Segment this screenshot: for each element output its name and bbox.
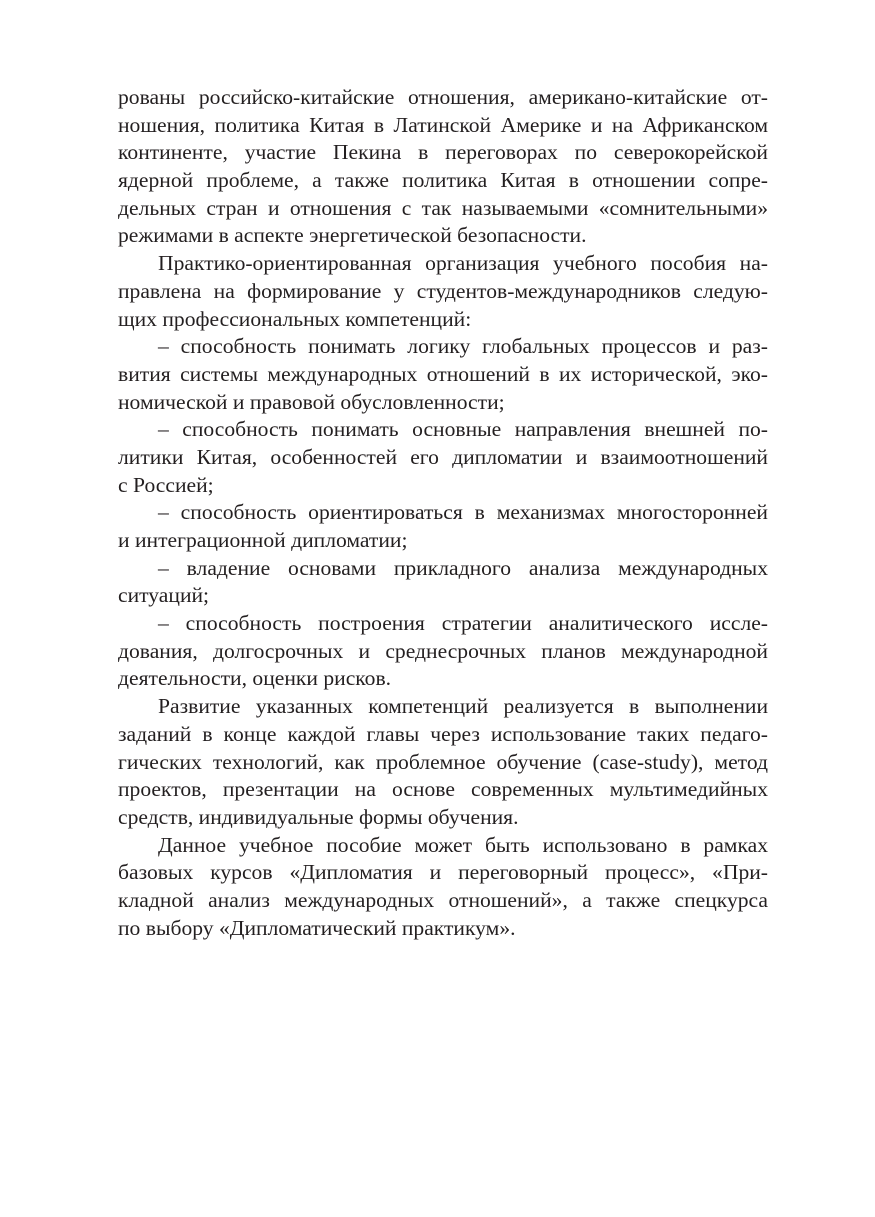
text-line: и интеграционной дипломатии;	[118, 528, 408, 552]
text-line: континенте, участие Пекина в переговорах по северокорейской	[118, 140, 768, 165]
text-line: вития системы международных отношений в их исторической, эко-	[118, 361, 768, 386]
paragraph-competencies-intro	[118, 250, 768, 333]
text-line: гических технологий, как проблемное обучение (case-study), метод	[118, 749, 768, 774]
text-line: – способность понимать логику глобальных процессов и раз-	[158, 334, 768, 359]
paragraph-intro-continuation	[118, 84, 768, 250]
text-line: кладной анализ международных отношений», а также спецкурса	[118, 887, 768, 912]
body-text	[118, 84, 768, 942]
text-line: правлена на формирование у студентов-международников следую-	[118, 278, 768, 303]
text-line: щих профессиональных компетенций:	[118, 306, 472, 331]
text-line: – способность понимать основные направления внешней по-	[158, 417, 768, 442]
text-line: – способность ориентироваться в механизмах многосторонней	[158, 500, 768, 525]
text-line: ношения, политика Китая в Латинской Америке и на Африканском	[118, 112, 768, 137]
text-line: средств, индивидуальные формы обучения.	[118, 804, 519, 829]
paragraph-competency-4	[118, 555, 768, 610]
text-line: режимами в аспекте энергетической безопасности.	[118, 223, 587, 248]
text-line: – способность построения стратегии аналитического иссле-	[158, 611, 768, 636]
text-line: дования, долгосрочных и среднесрочных планов международной	[118, 638, 768, 663]
text-line: ядерной проблеме, а также политика Китая в отношении сопре-	[118, 168, 768, 193]
text-line: дельных стран и отношения с так называемыми «сомнительными»	[118, 195, 768, 220]
text-line: по выбору «Дипломатический практикум».	[118, 915, 516, 940]
text-line: ситуаций;	[118, 583, 210, 608]
text-line: литики Китая, особенностей его дипломатии и взаимоотношений	[118, 444, 768, 469]
text-line: деятельности, оценки рисков.	[118, 666, 392, 691]
text-line: базовых курсов «Дипломатия и переговорный процесс», «При-	[118, 860, 768, 885]
paragraph-competency-3	[118, 499, 768, 554]
paragraph-implementation	[118, 693, 768, 831]
text-line: проектов, презентации на основе современных мультимедийных	[118, 777, 768, 802]
paragraph-competency-2	[118, 416, 768, 499]
text-line: Практико-ориентированная организация учебного пособия на-	[158, 251, 768, 276]
text-line: Развитие указанных компетенций реализуется в выполнении	[158, 694, 768, 719]
paragraph-competency-5	[118, 610, 768, 693]
text-line: рованы российско-китайские отношения, американо-китайские от-	[118, 85, 768, 109]
text-line: с Россией;	[118, 472, 214, 497]
paragraph-competency-1	[118, 333, 768, 416]
text-line: – владение основами прикладного анализа международных	[158, 555, 768, 580]
paragraph-usage	[118, 832, 768, 943]
text-line: номической и правовой обусловленности;	[118, 389, 505, 414]
text-line: Данное учебное пособие может быть использовано в рамках	[158, 832, 768, 857]
text-line: заданий в конце каждой главы через использование таких педаго-	[118, 721, 768, 746]
